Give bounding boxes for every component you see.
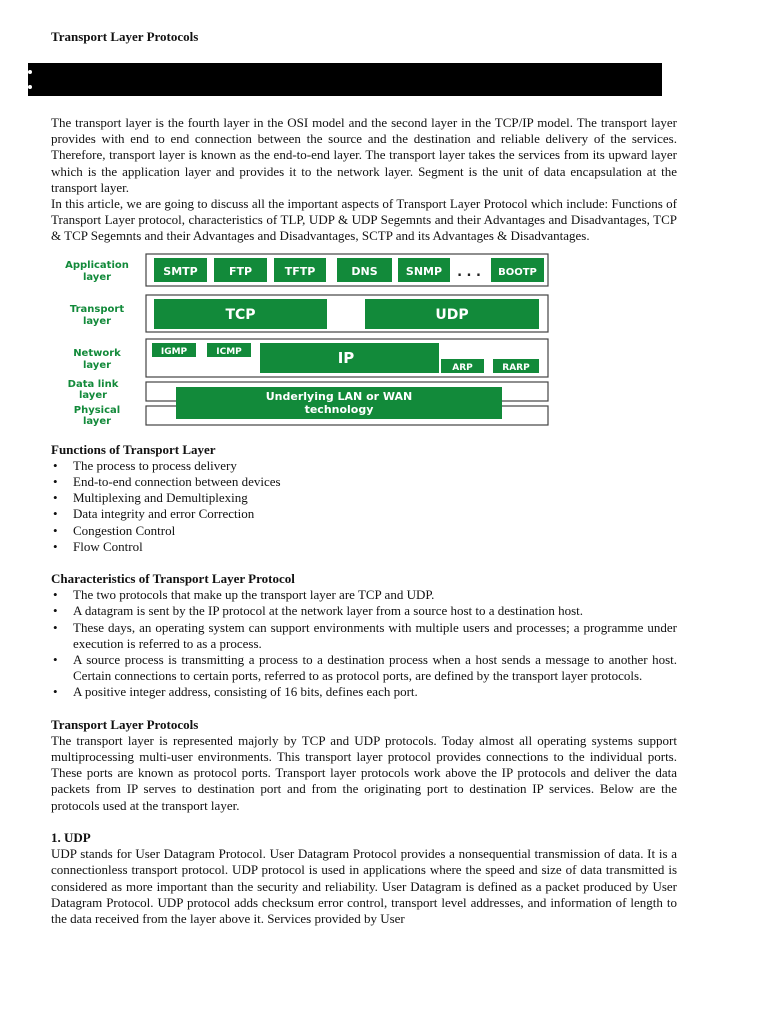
- icmp-label: ICMP: [216, 346, 242, 357]
- list-item: • Data integrity and error Correction: [51, 506, 677, 522]
- ftp-label: FTP: [228, 264, 253, 278]
- smtp-label: SMTP: [163, 264, 198, 278]
- udp-label: UDP: [435, 306, 469, 323]
- lan-wan-label-2: technology: [304, 402, 374, 416]
- article-body: [51, 115, 677, 927]
- list-item: • Multiplexing and Demultiplexing: [51, 490, 677, 506]
- intro-paragraph-1: The transport layer is the fourth layer in the OSI model and the second layer in the TCP/IP model. The transport layer provides with end to end connection between the source and the destination and reliable delivery of the services. Therefore, transport layer is known as the end-to-end layer. The transport layer takes the services from its upward layer which is the application layer and provides it to the network layer. Segment is the unit of data encapsulation at the transport layer.: [51, 115, 677, 195]
- list-item: • A source process is transmitting a process to a destination process when a host sends a message to another host. Certain connections to certain ports, referred to as protocol ports, are defined by the transport layer protocols.: [51, 652, 677, 684]
- functions-heading: Functions of Transport Layer: [51, 441, 216, 457]
- list-item: • The process to process delivery: [51, 458, 677, 474]
- snmp-label: SNMP: [405, 264, 443, 278]
- label-physical-1: Physical: [73, 404, 121, 416]
- label-application-1: Application: [65, 259, 129, 271]
- bootp-label: BOOTP: [498, 266, 537, 278]
- bullet-dot: [28, 70, 32, 74]
- intro-paragraph-2: In this article, we are going to discuss all the important aspects of Transport Layer Protocol which include: Functions of Transport Layer protocol, characteristics of TLP, UDP & UDP Segemnts and their Advantages and Disadvantages, TCP & TCP Segemnts and their Advantages and Disadvantages, SCTP and its Advantages & Disadvantages.: [51, 196, 677, 244]
- list-item: • A positive integer address, consisting of 16 bits, defines each port.: [51, 684, 677, 700]
- label-datalink-1: Data link: [67, 378, 119, 390]
- document-title: Transport Layer Protocols: [51, 29, 199, 44]
- label-transport-1: Transport: [69, 303, 125, 315]
- label-network-1: Network: [73, 347, 121, 359]
- list-item: • These days, an operating system can support environments with multiple users and processes; a programme under execution is referred to as a process.: [51, 620, 677, 652]
- label-physical-2: layer: [82, 415, 112, 427]
- rarp-label: RARP: [502, 362, 530, 373]
- ellipsis-label: . . .: [457, 264, 481, 280]
- tcp-label: TCP: [225, 306, 256, 323]
- list-item: • End-to-end connection between devices: [51, 474, 677, 490]
- characteristics-heading: Characteristics of Transport Layer Protocol: [51, 571, 295, 587]
- list-item: • A datagram is sent by the IP protocol at the network layer from a source host to a destination host.: [51, 603, 677, 619]
- ip-label: IP: [337, 348, 355, 367]
- igmp-label: IGMP: [160, 346, 188, 357]
- tcp-ip-layer-diagram: [51, 251, 551, 431]
- list-item: • Congestion Control: [51, 523, 677, 539]
- label-datalink-2: layer: [78, 389, 108, 401]
- arp-label: ARP: [452, 362, 473, 373]
- udp-heading: 1. UDP: [51, 829, 91, 845]
- label-application-2: layer: [82, 271, 112, 283]
- layer-diagram-svg: [51, 251, 551, 431]
- characteristics-list: [51, 587, 677, 700]
- dns-label: DNS: [351, 264, 378, 278]
- tftp-label: TFTP: [284, 264, 316, 278]
- protocols-heading: Transport Layer Protocols: [51, 716, 199, 732]
- functions-list: [51, 458, 677, 555]
- list-item: • Flow Control: [51, 539, 677, 555]
- label-network-2: layer: [82, 359, 112, 371]
- lan-wan-label-1: Underlying LAN or WAN: [265, 389, 413, 403]
- udp-paragraph: UDP stands for User Datagram Protocol. User Datagram Protocol provides a nonsequential transmission of data. It is a connectionless transport protocol. UDP protocol is used in applications where the speed and size of data transmitted is considered as more important than the security and reliability. User Datagram is defined as a packet produced by User Datagram Protocol. UDP protocol adds checksum error control, transport level addresses, and information of length to the data received from the layer above it. Services provided by User: [51, 846, 677, 926]
- bullet-dot: [28, 85, 32, 89]
- protocols-paragraph: The transport layer is represented majorly by TCP and UDP protocols. Today almost all operating systems support multiprocessing multi-user environments. This transport layer protocol provides connections to the individual ports. These ports are known as protocol ports. Transport layer protocols work above the IP protocols and deliver the data packets from IP serves to destination port and from the originating port to destination IP services. Below are the protocols used at the transport layer.: [51, 732, 677, 813]
- list-item: • The two protocols that make up the transport layer are TCP and UDP.: [51, 587, 677, 603]
- header-bar: [28, 63, 662, 96]
- label-transport-2: layer: [82, 315, 112, 327]
